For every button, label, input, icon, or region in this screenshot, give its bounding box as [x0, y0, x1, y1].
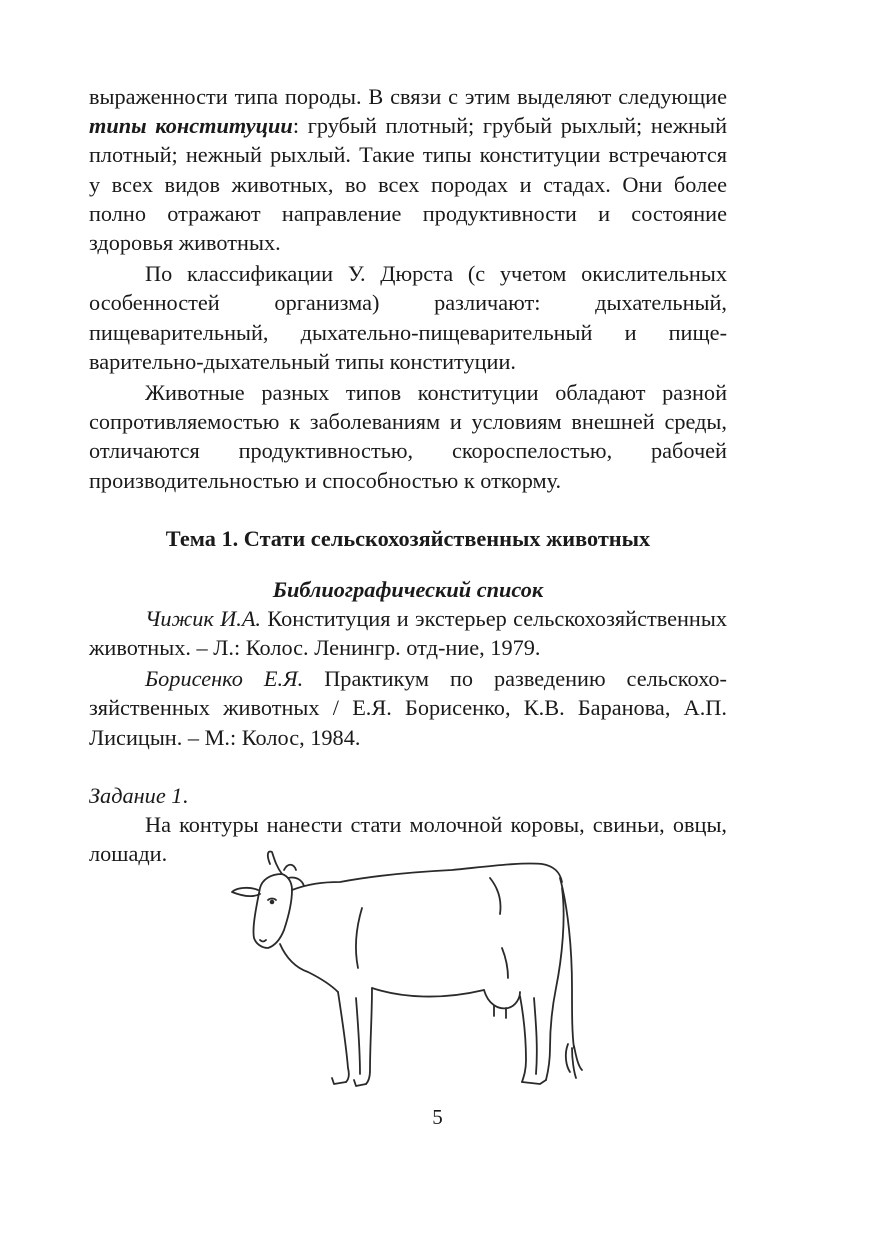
rear-hoof	[522, 1080, 546, 1084]
emphasis-term: типы конституции	[89, 113, 293, 139]
nostril	[260, 940, 266, 942]
bibliography-heading: Библиографический список	[272, 576, 544, 602]
cow-outline-icon	[222, 848, 586, 1090]
rear-leg-front	[520, 996, 526, 1082]
rear-leg-back	[546, 888, 564, 1080]
front-hoof-right	[354, 1080, 366, 1086]
ear-left	[232, 888, 260, 896]
front-leg-left	[338, 992, 349, 1082]
hip-line	[490, 878, 501, 914]
paragraph-constitution-types	[89, 82, 727, 257]
paragraph-text: : грубый плотный; грубый рыхлый; нежный плотный; нежный рыхлый. Такие типы конституции встречаются у всех видов животных, во всех породах и стадах. Они более полно отражают направление продуктивности и состояние здоровья животных.	[89, 113, 728, 256]
back-line	[292, 863, 562, 890]
horn-right	[284, 865, 296, 870]
belly	[372, 988, 484, 997]
bibliography-text: Практикум по разведению сельскохозяйственных животных / Е.Я. Борисенко, К.В. Баранова, А.П. Лисицын. – М.: Колос, 1984.	[89, 666, 727, 750]
bibliography-text: Конституция и экстерьер сельскохозяйственных животных. – Л.: Колос. Ленингр. отд-ние, 1979.	[89, 605, 727, 661]
bibliography-entry	[89, 604, 727, 662]
paragraph-durst-classification: По классификации У. Дюрста (с учетом окислительных особенностей организма) различают: дыхательный, пищеварительный, дыхательно-пищеварительный и пищеварительно-дыхательный типы конституции.	[89, 261, 727, 374]
tail-tuft	[566, 1044, 582, 1078]
udder	[484, 990, 520, 1008]
rear-leg-inner	[534, 998, 537, 1074]
shoulder-line	[356, 908, 362, 968]
task-label	[89, 781, 727, 810]
task-label-suffix: .	[182, 782, 189, 808]
task-label-text: Задание 1	[89, 782, 183, 808]
page-content	[89, 82, 727, 868]
horn-left	[268, 852, 282, 875]
dewlap	[280, 944, 338, 992]
topic-heading: Тема 1. Стати сельскохозяйственных животных	[165, 525, 651, 551]
flank-line	[502, 948, 508, 978]
bibliography-entry	[89, 664, 727, 752]
page-number: 5	[432, 1105, 443, 1129]
front-leg-inner	[356, 998, 360, 1074]
cow-outline-figure	[222, 848, 586, 1090]
front-hoof-left	[332, 1078, 346, 1084]
bibliography-author: Борисенко Е.Я.	[145, 666, 304, 692]
paragraph-resistance: Животные разных типов конституции обладают разной сопротивляемостью к заболеваниям и условиям внешней среды, отличаются продуктивностью, скороспелостью, рабочей производительностью и способностью к откорму.	[89, 380, 727, 493]
eye-pupil	[271, 901, 274, 904]
paragraph-text: выраженности типа породы. В связи с этим выделяют следующие	[89, 84, 727, 109]
tail	[560, 878, 574, 1048]
front-leg-right	[366, 988, 372, 1084]
head	[253, 874, 292, 948]
task-text: На контуры нанести стати молочной коровы, свиньи, овцы, лошади.	[89, 812, 727, 867]
bibliography-author: Чижик И.А.	[145, 605, 262, 631]
